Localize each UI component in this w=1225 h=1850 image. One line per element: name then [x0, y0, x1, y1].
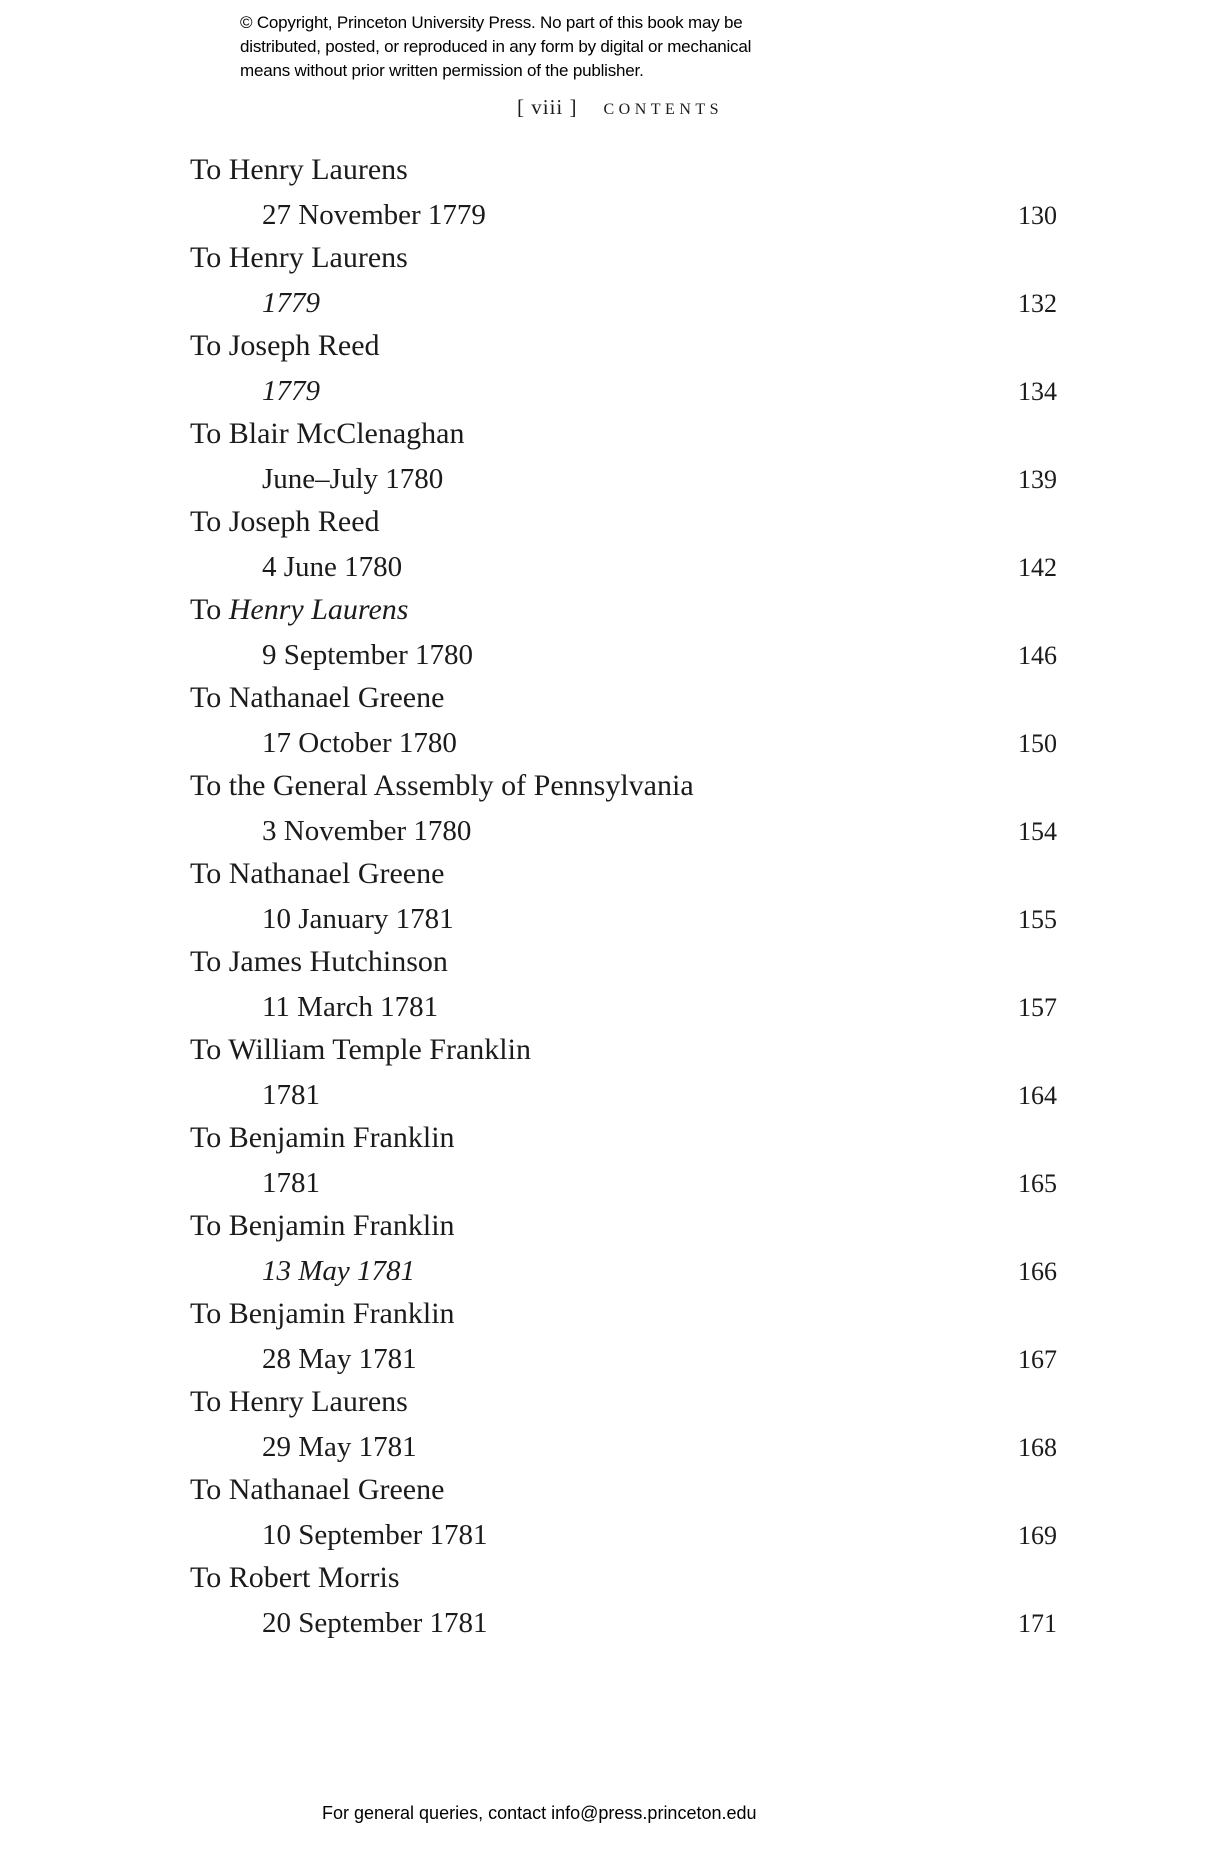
toc-entry-page-number: 139 [1018, 465, 1057, 494]
toc-entry-date: 4 June 1780 [262, 551, 403, 583]
toc-entry [190, 768, 1057, 856]
toc-entry-recipient-line [190, 680, 444, 716]
toc-entry-date-line [190, 373, 1057, 410]
toc-entry-recipient-line [190, 1384, 408, 1420]
recipient-name: Benjamin Franklin [228, 1121, 455, 1154]
to-prefix: To [190, 1385, 229, 1418]
to-prefix: To [190, 1121, 229, 1154]
toc-entry-page-number: 146 [1018, 641, 1057, 670]
toc-entry-date: 17 October 1780 [262, 727, 457, 759]
toc-entry-date: 20 September 1781 [262, 1607, 488, 1639]
toc-entry-date: 29 May 1781 [262, 1431, 417, 1463]
toc-entry [190, 328, 1057, 416]
to-prefix: To [190, 769, 229, 802]
toc-entry-date: 13 May 1781 [262, 1255, 416, 1287]
toc-entry-page-number: 134 [1018, 377, 1057, 406]
recipient-name: Nathanael Greene [228, 1473, 445, 1506]
to-prefix: To [190, 153, 229, 186]
toc-entry-recipient-line [190, 152, 408, 188]
to-prefix: To [190, 505, 229, 538]
toc-list [190, 152, 1057, 1648]
recipient-name: Benjamin Franklin [228, 1297, 455, 1330]
toc-entry-recipient-line [190, 768, 694, 804]
toc-entry [190, 856, 1057, 944]
toc-entry-recipient-line [190, 1472, 444, 1508]
toc-entry-recipient-line [190, 944, 448, 980]
toc-entry-recipient-line [190, 328, 380, 364]
toc-entry-recipient-line [190, 416, 465, 452]
toc-entry-page-number: 155 [1018, 905, 1057, 934]
toc-entry [190, 1296, 1057, 1384]
toc-entry-date: 28 May 1781 [262, 1343, 417, 1375]
toc-entry-date-line [190, 725, 1057, 762]
toc-entry-date-line [190, 285, 1057, 322]
page-folio: [ viii ] [517, 95, 578, 119]
toc-entry-date: 3 November 1780 [262, 815, 472, 847]
toc-entry-date-line [190, 1253, 1057, 1290]
toc-entry-date: 1779 [262, 375, 320, 407]
toc-entry-date-line [190, 1605, 1057, 1642]
to-prefix: To [190, 329, 229, 362]
toc-entry-date-line [190, 1165, 1057, 1202]
toc-entry-date-line [190, 813, 1057, 850]
toc-entry-date: 11 March 1781 [262, 991, 439, 1023]
recipient-name: the General Assembly of Pennsylvania [228, 769, 694, 802]
toc-entry [190, 1032, 1057, 1120]
toc-entry-date: 1781 [262, 1079, 320, 1111]
toc-entry-date: 1781 [262, 1167, 320, 1199]
copyright-line: means without prior written permission of the publisher. [240, 61, 644, 80]
recipient-name: Robert Morris [228, 1561, 400, 1594]
queries-footer: For general queries, contact info@press.princeton.edu [322, 1803, 757, 1823]
running-head [517, 95, 723, 120]
toc-entry-recipient-line [190, 504, 380, 540]
recipient-name: Blair McClenaghan [228, 417, 465, 450]
to-prefix: To [190, 945, 229, 978]
recipient-name: Joseph Reed [228, 505, 380, 538]
recipient-name: Joseph Reed [228, 329, 380, 362]
toc-entry-page-number: 130 [1018, 201, 1057, 230]
toc-entry-recipient-line [190, 240, 408, 276]
toc-entry [190, 416, 1057, 504]
toc-entry-date-line [190, 549, 1057, 586]
to-prefix: To [190, 1561, 229, 1594]
toc-entry-page-number: 166 [1018, 1257, 1057, 1286]
toc-entry-recipient-line [190, 1208, 455, 1244]
toc-entry-page-number: 154 [1018, 817, 1057, 846]
toc-entry-date-line [190, 637, 1057, 674]
toc-entry-date-line [190, 1077, 1057, 1114]
toc-entry [190, 944, 1057, 1032]
toc-entry-date: June–July 1780 [262, 463, 444, 495]
toc-entry-page-number: 157 [1018, 993, 1057, 1022]
toc-entry-recipient-line [190, 1296, 455, 1332]
toc-entry-date: 10 January 1781 [262, 903, 454, 935]
to-prefix: To [190, 1033, 229, 1066]
toc-entry [190, 1208, 1057, 1296]
recipient-name: Nathanael Greene [228, 857, 445, 890]
recipient-name: Nathanael Greene [228, 681, 445, 714]
toc-entry-page-number: 169 [1018, 1521, 1057, 1550]
copyright-line: © Copyright, Princeton University Press. No part of this book may be [240, 13, 743, 32]
toc-entry-page-number: 164 [1018, 1081, 1057, 1110]
copyright-line: distributed, posted, or reproduced in any form by digital or mechanical [240, 37, 752, 56]
to-prefix: To [190, 1209, 229, 1242]
to-prefix: To [190, 1473, 229, 1506]
toc-entry [190, 240, 1057, 328]
recipient-name: Henry Laurens [228, 153, 408, 186]
toc-entry-page-number: 150 [1018, 729, 1057, 758]
toc-entry-page-number: 171 [1018, 1609, 1057, 1638]
toc-entry-date-line [190, 1429, 1057, 1466]
toc-entry-recipient-line [190, 592, 408, 628]
toc-entry-page-number: 142 [1018, 553, 1057, 582]
toc-entry-date-line [190, 901, 1057, 938]
to-prefix: To [190, 417, 229, 450]
toc-entry-date-line [190, 1341, 1057, 1378]
toc-entry-date-line [190, 197, 1057, 234]
toc-entry [190, 152, 1057, 240]
toc-entry [190, 504, 1057, 592]
recipient-name: Henry Laurens [228, 241, 408, 274]
toc-entry-recipient-line [190, 1120, 455, 1156]
copyright-notice [240, 11, 751, 83]
toc-entry-date: 9 September 1780 [262, 639, 474, 671]
to-prefix: To [190, 241, 229, 274]
section-title: CONTENTS [603, 101, 724, 118]
recipient-name: Henry Laurens [228, 1385, 408, 1418]
toc-entry-recipient-line [190, 1032, 531, 1068]
toc-entry-page-number: 165 [1018, 1169, 1057, 1198]
toc-entry [190, 680, 1057, 768]
toc-entry-date: 10 September 1781 [262, 1519, 488, 1551]
toc-entry-recipient-line [190, 1560, 400, 1596]
toc-entry-date: 27 November 1779 [262, 199, 486, 231]
toc-entry-date-line [190, 461, 1057, 498]
toc-entry [190, 1120, 1057, 1208]
toc-entry [190, 1472, 1057, 1560]
toc-entry [190, 1560, 1057, 1648]
recipient-name: James Hutchinson [228, 945, 448, 978]
toc-entry-recipient-line [190, 856, 444, 892]
toc-entry-date-line [190, 1517, 1057, 1554]
toc-entry-date-line [190, 989, 1057, 1026]
recipient-name: Benjamin Franklin [228, 1209, 455, 1242]
to-prefix: To [190, 681, 229, 714]
toc-entry [190, 592, 1057, 680]
toc-entry [190, 1384, 1057, 1472]
toc-entry-page-number: 132 [1018, 289, 1057, 318]
to-prefix: To [190, 857, 229, 890]
recipient-name: Henry Laurens [228, 593, 409, 626]
recipient-name: William Temple Franklin [228, 1033, 531, 1066]
toc-entry-page-number: 167 [1018, 1345, 1057, 1374]
to-prefix: To [190, 593, 229, 626]
to-prefix: To [190, 1297, 229, 1330]
toc-entry-date: 1779 [262, 287, 320, 319]
toc-entry-page-number: 168 [1018, 1433, 1057, 1462]
